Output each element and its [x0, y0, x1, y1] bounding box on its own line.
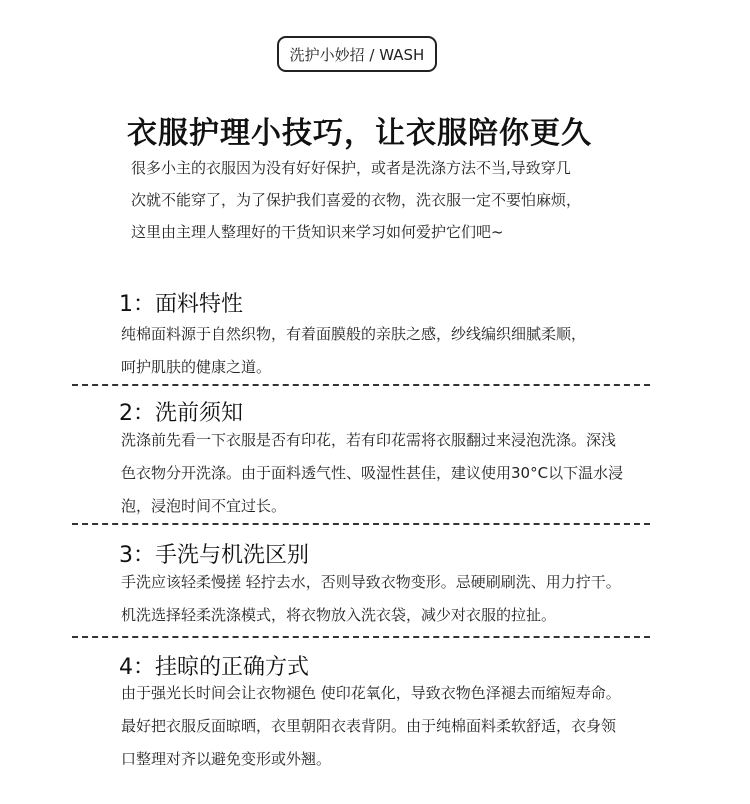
section-body-hand-vs-machine	[121, 566, 651, 632]
section-body-fabric	[121, 318, 651, 384]
section-line: 纯棉面料源于自然织物，有着面膜般的亲肤之感，纱线编织细腻柔顺，	[121, 325, 587, 343]
section-line: 色衣物分开洗涤。由于面料透气性、吸湿性甚佳，建议使用30°C以下温水浸	[121, 464, 624, 482]
section-line: 机洗选择轻柔洗涤模式，将衣物放入洗衣袋，减少对衣服的拉扯。	[121, 606, 557, 624]
section-line: 呵护肌肤的健康之道。	[121, 358, 272, 376]
section-line: 手洗应该轻柔慢搓 轻拧去水，否则导致衣物变形。忌硬刷刷洗、用力拧干。	[121, 573, 621, 591]
section-title-prewash: 2：洗前须知	[119, 401, 243, 426]
page-title: 衣服护理小技巧，让衣服陪你更久	[127, 116, 592, 151]
section-divider	[72, 523, 650, 525]
wash-tag-label: 洗护小妙招 / WASH	[289, 45, 425, 64]
section-title-hand-vs-machine: 3：手洗与机洗区别	[119, 543, 309, 568]
section-divider	[72, 636, 650, 638]
intro-line: 次就不能穿了，为了保护我们喜爱的衣物，洗衣服一定不要怕麻烦，	[131, 191, 582, 209]
section-title-drying: 4：挂晾的正确方式	[119, 655, 309, 680]
section-title-fabric: 1：面料特性	[119, 292, 243, 317]
section-divider	[72, 384, 650, 386]
section-line: 洗涤前先看一下衣服是否有印花，若有印花需将衣服翻过来浸泡洗涤。深浅	[121, 431, 617, 449]
intro-paragraph	[131, 152, 631, 248]
section-body-drying	[121, 677, 651, 776]
section-line: 口整理对齐以避免变形或外翘。	[121, 750, 332, 768]
section-line: 泡，浸泡时间不宜过长。	[121, 497, 287, 515]
wash-tag	[277, 36, 437, 72]
section-line: 最好把衣服反面晾晒，衣里朝阳衣表背阴。由于纯棉面料柔软舒适，衣身领	[121, 717, 617, 735]
section-body-prewash	[121, 424, 651, 523]
section-line: 由于强光长时间会让衣物褪色 使印花氧化，导致衣物色泽褪去而缩短寿命。	[121, 684, 621, 702]
intro-line: 很多小主的衣服因为没有好好保护，或者是洗涤方法不当,导致穿几	[131, 159, 571, 177]
intro-line: 这里由主理人整理好的干货知识来学习如何爱护它们吧~	[131, 223, 504, 241]
